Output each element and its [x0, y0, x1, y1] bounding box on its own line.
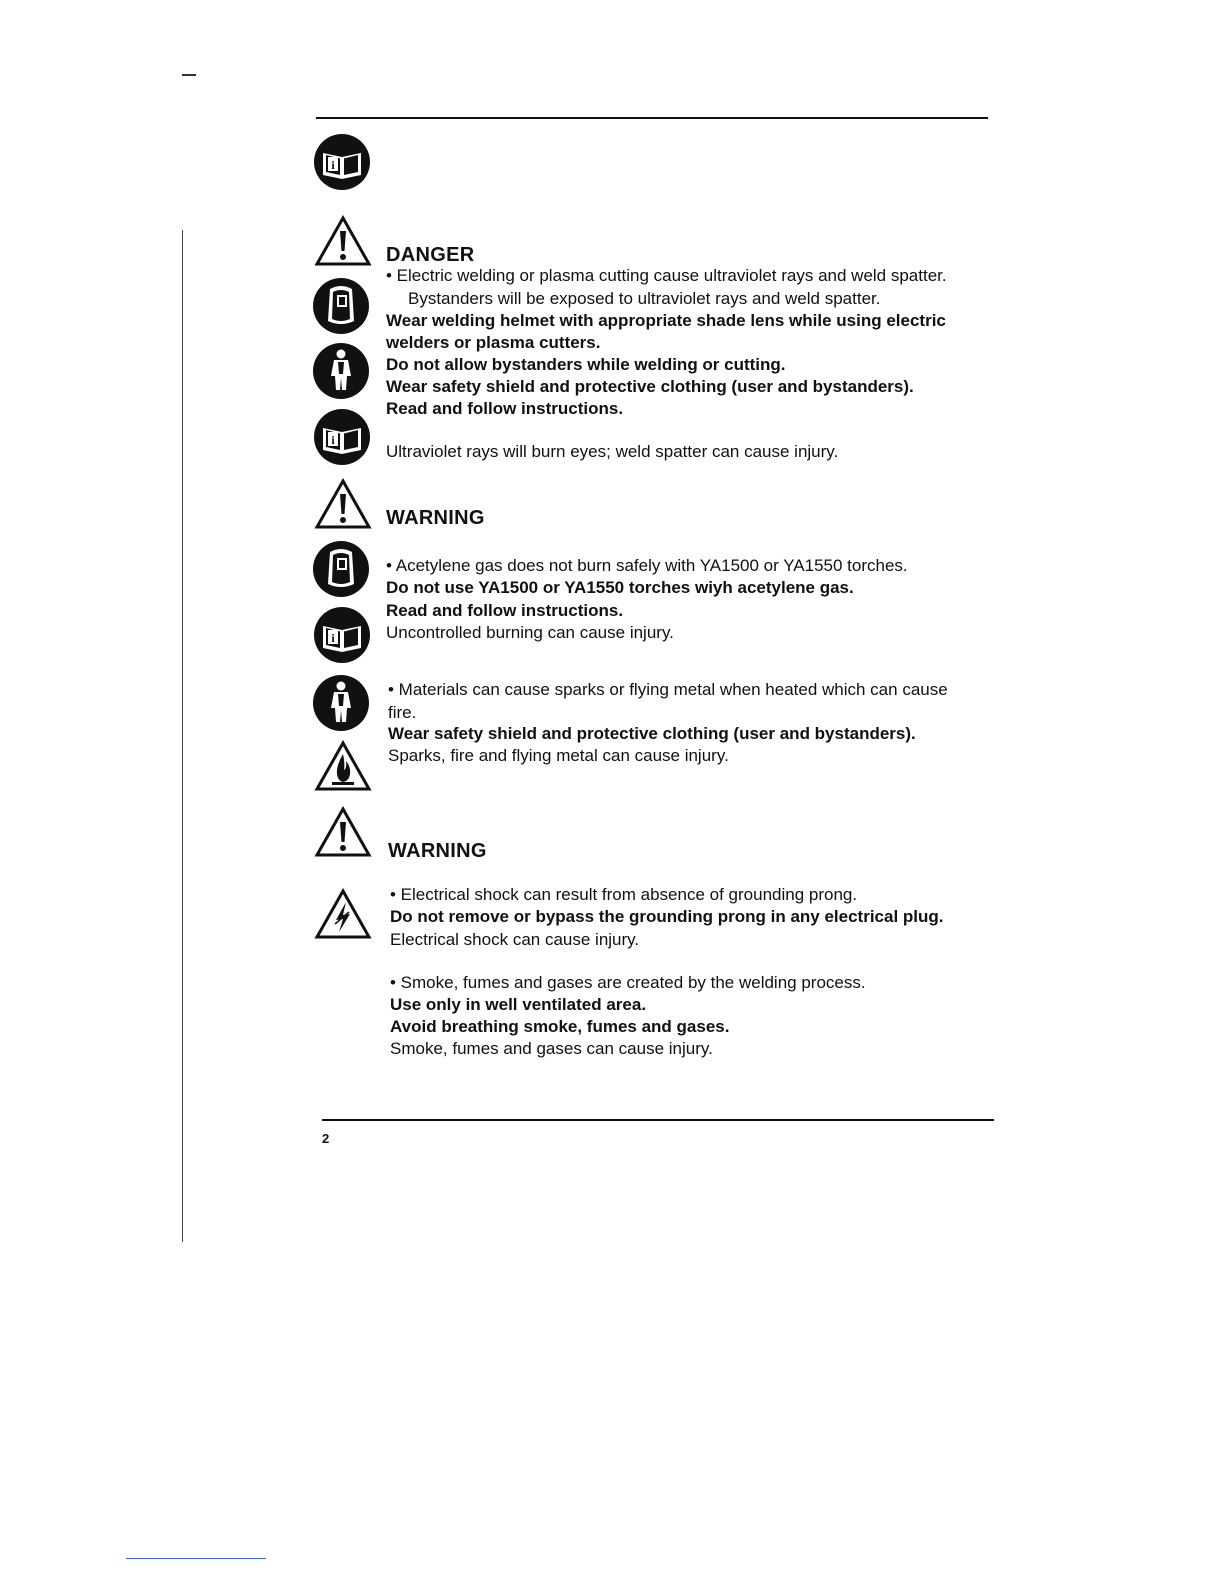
warning-triangle-icon: [314, 478, 372, 530]
warning2-line-1: • Electrical shock can result from absence of grounding prong.: [390, 885, 858, 904]
electric-shock-icon: [314, 888, 372, 940]
read-manual-icon: [313, 133, 371, 191]
warning1-line-1: • Acetylene gas does not burn safely with YA1500 or YA1550 torches.: [386, 556, 908, 575]
warning2-line-2: Do not remove or bypass the grounding prong in any electrical plug.: [390, 907, 944, 926]
left-margin-line: [182, 230, 183, 1242]
warning2-line-4: • Smoke, fumes and gases are created by the welding process.: [390, 973, 866, 992]
warning1-line-6: fire.: [388, 703, 417, 722]
warning2-line-5: Use only in well ventilated area.: [390, 995, 647, 1014]
warning1-line-5: • Materials can cause sparks or flying metal when heated which can cause: [388, 680, 948, 699]
protective-clothing-icon: [312, 342, 370, 400]
danger-line-5: Do not allow bystanders while welding or cutting.: [386, 355, 786, 374]
warning1-line-8: Sparks, fire and flying metal can cause injury.: [388, 746, 729, 765]
danger-line-3: Wear welding helmet with appropriate shade lens while using electric: [386, 311, 946, 330]
danger-line-6: Wear safety shield and protective clothing (user and bystanders).: [386, 377, 914, 396]
danger-line-4: welders or plasma cutters.: [386, 333, 601, 352]
warning-heading-1: WARNING: [386, 507, 485, 529]
top-rule: [316, 117, 988, 119]
fire-hazard-icon: [314, 740, 372, 792]
warning-triangle-icon: [314, 215, 372, 267]
corner-mark: [182, 74, 196, 76]
warning1-line-7: Wear safety shield and protective clothing (user and bystanders).: [388, 724, 916, 743]
warning1-line-2: Do not use YA1500 or YA1550 torches wiyh acetylene gas.: [386, 578, 854, 597]
protective-clothing-icon: [312, 674, 370, 732]
page-number: 2: [322, 1131, 330, 1146]
danger-line-2: Bystanders will be exposed to ultraviolet rays and weld spatter.: [408, 289, 881, 308]
bottom-rule: [322, 1119, 994, 1121]
danger-line-8: Ultraviolet rays will burn eyes; weld spatter can cause injury.: [386, 442, 839, 461]
welding-helmet-icon: [312, 540, 370, 598]
svg-text:i: i: [331, 158, 335, 172]
welding-helmet-icon: [312, 277, 370, 335]
warning1-line-3: Read and follow instructions.: [386, 601, 624, 620]
warning2-line-7: Smoke, fumes and gases can cause injury.: [390, 1039, 713, 1058]
footer-link-line: [126, 1558, 266, 1559]
warning2-line-3: Electrical shock can cause injury.: [390, 930, 640, 949]
warning1-line-4: Uncontrolled burning can cause injury.: [386, 623, 674, 642]
danger-line-1: • Electric welding or plasma cutting cause ultraviolet rays and weld spatter.: [386, 266, 947, 285]
svg-text:i: i: [331, 631, 335, 645]
danger-line-7: Read and follow instructions.: [386, 399, 624, 418]
svg-text:i: i: [331, 433, 335, 447]
warning2-line-6: Avoid breathing smoke, fumes and gases.: [390, 1017, 730, 1036]
read-manual-icon: [313, 606, 371, 664]
warning-triangle-icon: [314, 806, 372, 858]
warning-heading-2: WARNING: [388, 840, 487, 862]
danger-heading: DANGER: [386, 244, 475, 266]
read-manual-icon: [313, 408, 371, 466]
